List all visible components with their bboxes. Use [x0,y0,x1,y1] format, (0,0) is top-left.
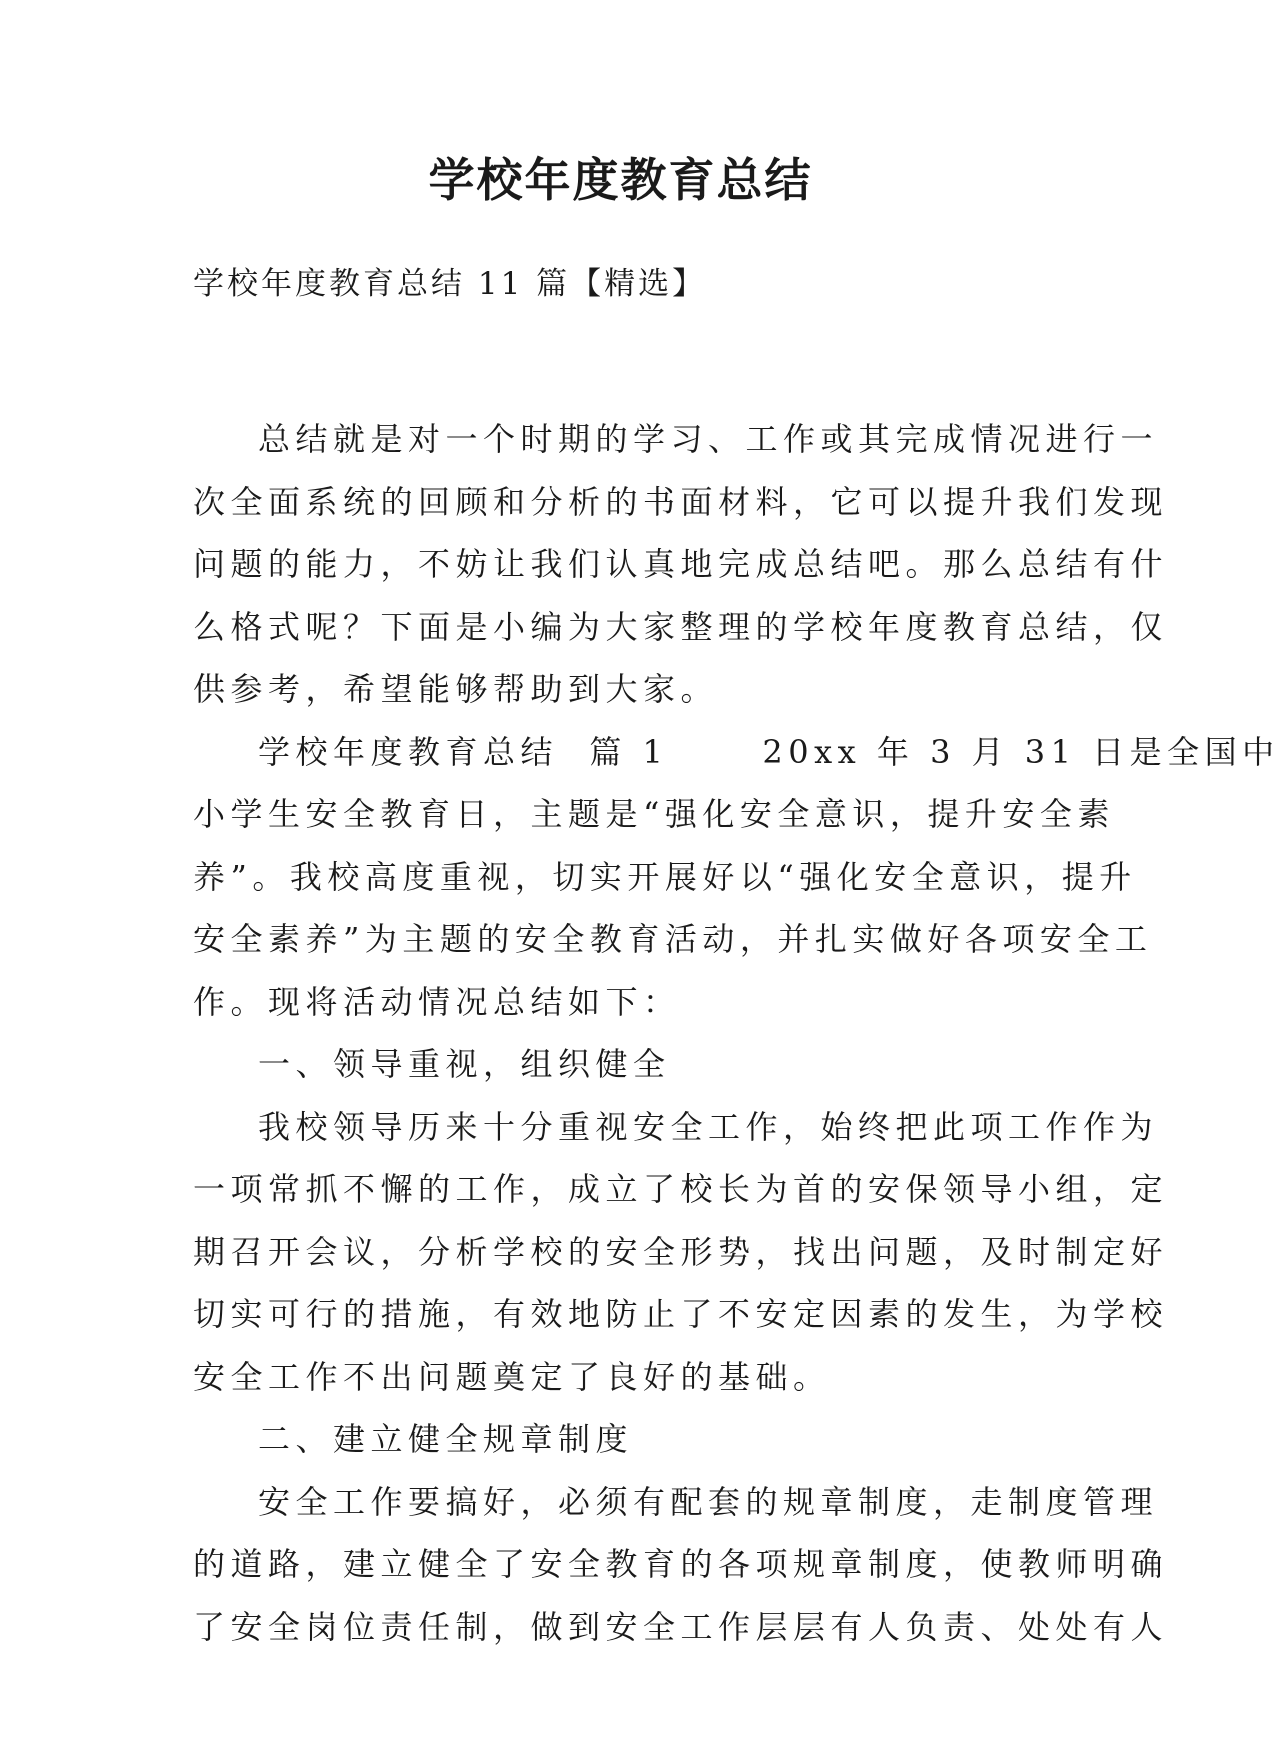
paragraph-line: 切实可行的措施，有效地防止了不安定因素的发生，为学校 [193,1295,1169,1333]
paragraph-line: 么格式呢？下面是小编为大家整理的学校年度教育总结，仅 [193,607,1169,646]
document-body [193,408,1280,1658]
paragraph-line: 一项常抓不懈的工作，成立了校长为首的安保领导小组，定 [193,1170,1169,1208]
document-title: 学校年度教育总结 [428,153,813,207]
paragraph-line: 供参考，希望能够帮助到大家。 [193,670,719,708]
paragraph-line: 期召开会议，分析学校的安全形势，找出问题，及时制定好 [193,1232,1169,1271]
paragraph-line: 学校年度教育总结 篇 1 20xx 年 3 月 31 日是全国中 [258,732,1280,771]
paragraph-line: 了安全岗位责任制，做到安全工作层层有人负责、处处有人 [193,1607,1169,1646]
paragraph-line: 作。现将活动情况总结如下： [193,982,681,1021]
document-subtitle: 学校年度教育总结 11 篇【精选】 [193,266,707,302]
paragraph-line: 我校领导历来十分重视安全工作，始终把此项工作作为 [258,1107,1159,1146]
paragraph-line: 总结就是对一个时期的学习、工作或其完成情况进行一 [258,420,1159,458]
section-heading: 二、建立健全规章制度 [258,1420,634,1458]
paragraph-line: 安全素养”为主题的安全教育活动，并扎实做好各项安全工 [193,920,1153,958]
paragraph-line: 次全面系统的回顾和分析的书面材料，它可以提升我们发现 [193,482,1169,521]
paragraph-line: 安全工作不出问题奠定了良好的基础。 [193,1357,831,1396]
paragraph-line: 安全工作要搞好，必须有配套的规章制度，走制度管理 [258,1482,1159,1521]
section-heading: 一、领导重视，组织健全 [258,1045,671,1083]
paragraph-line: 养”。我校高度重视，切实开展好以“强化安全意识，提升 [193,857,1137,896]
paragraph-line: 小学生安全教育日，主题是“强化安全意识，提升安全素 [193,795,1115,833]
paragraph-line: 的道路，建立健全了安全教育的各项规章制度，使教师明确 [193,1545,1169,1583]
paragraph-line: 问题的能力，不妨让我们认真地完成总结吧。那么总结有什 [193,545,1169,583]
